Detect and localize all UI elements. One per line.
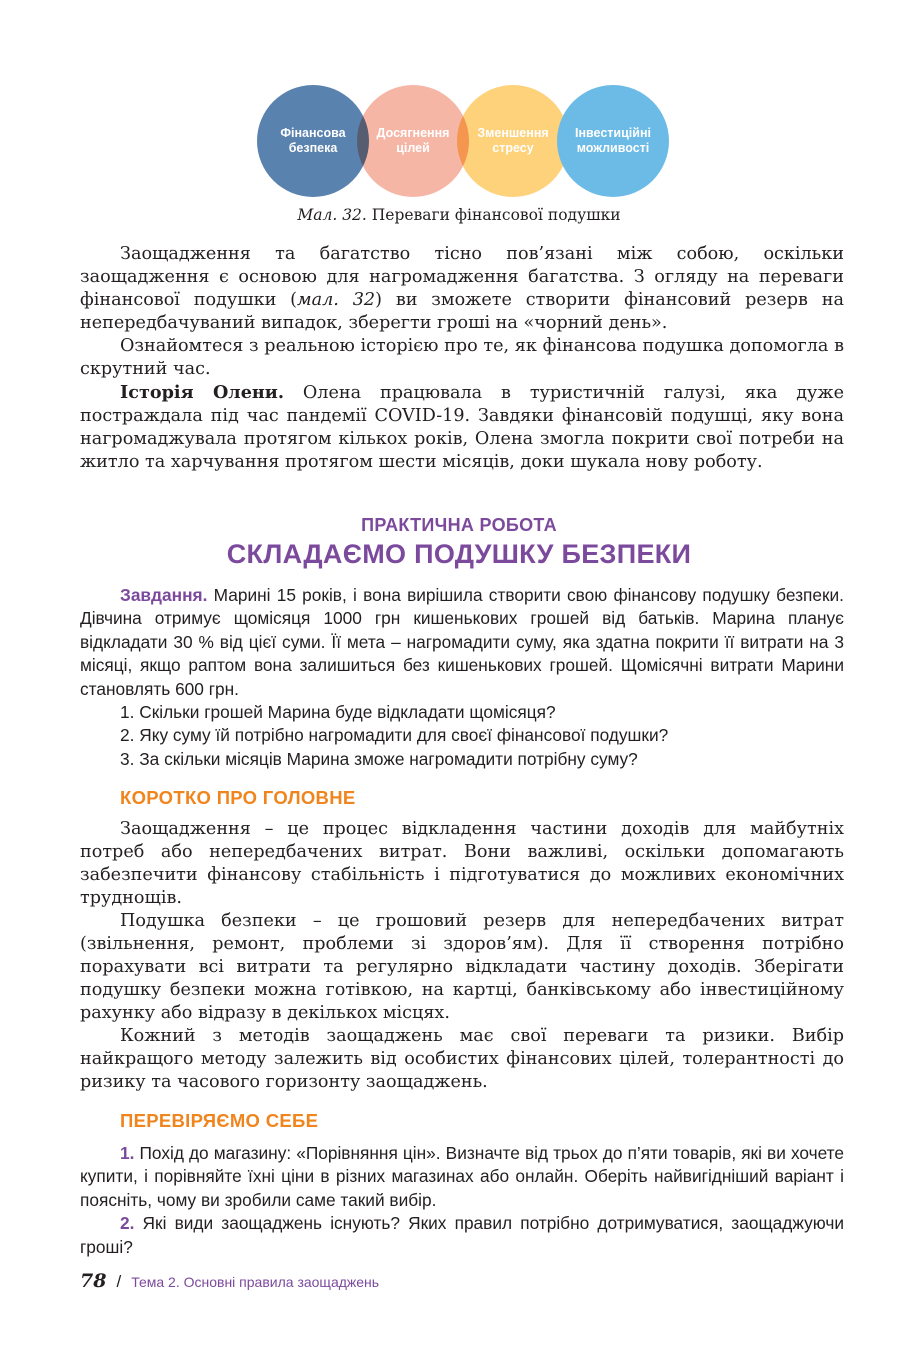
- check-question: [80, 1212, 844, 1259]
- footer-separator: /: [116, 1272, 122, 1291]
- task-paragraph: [80, 584, 844, 701]
- summary-paragraph: Кожний з методів заощаджень має свої переваги та ризики. Вибір найкращого методу залежить від особистих фінансових цілей, толерантності до ризику та часового горизонту заощаджень.: [80, 1026, 844, 1092]
- story-title: Історія Олени.: [120, 382, 284, 403]
- figure-caption-text: Переваги фінансової подушки: [366, 206, 621, 224]
- page-footer: [80, 1270, 379, 1292]
- task-question: 2. Яку суму їй потрібно нагромадити для своєї фінансової подушки?: [120, 725, 669, 746]
- intro-paragraph-2: [80, 335, 844, 381]
- question-text: Які види заощаджень існують? Яких правил потрібно дотримуватися, заощаджуючи гроші?: [80, 1213, 844, 1257]
- question-number: 2.: [120, 1213, 135, 1234]
- circle-investment-opportunities: [557, 85, 669, 197]
- benefits-diagram: [257, 85, 670, 197]
- intro-text: [80, 243, 844, 474]
- circle-achieving-goals: [357, 85, 469, 197]
- task-text: Марині 15 років, і вона вирішила створити свою фінансову подушку безпеки. Дівчина отримує щомісяця 1000 грн кишенькових грошей від батьків. Марина планує відкладати 30 % від цієї суми. Її мета – нагромадити суму, яка здатна покрити її витрати на 3 місяці, якщо раптом вона залишиться без кишенькових грошей. Щомісячні витрати Марини становлять 600 грн.: [80, 585, 844, 699]
- summary-paragraph: Подушка безпеки – це грошовий резерв для непередбачених витрат (звільнення, ремонт, проблеми зі здоров’ям). Для її створення потрібно порахувати всі витрати та регулярно відкладати частину доходів. Зберігати подушку безпеки можна готівкою, на картці, банківському або інвестиційному рахунку або відразу в декількох місцях.: [80, 911, 844, 1023]
- circle-label: Досягнення цілей: [376, 126, 450, 155]
- intro-paragraph-1: [80, 243, 844, 335]
- practical-work-kicker: ПРАКТИЧНА РОБОТА: [361, 515, 557, 535]
- task-question: 3. За скільки місяців Марина зможе нагромадити потрібну суму?: [120, 748, 638, 769]
- topic-title: Тема 2. Основні правила заощаджень: [131, 1274, 380, 1290]
- check-question: [80, 1142, 844, 1212]
- page-number: 78: [80, 1270, 107, 1292]
- circle-label: Інвестиційні можливості: [575, 126, 651, 155]
- summary-text: [80, 818, 844, 1094]
- intro-p2-text: Ознайомтеся з реальною історією про те, як фінансова подушка допомогла в скрутний час.: [80, 336, 844, 379]
- check-heading: ПЕРЕВІРЯЄМО СЕБЕ: [120, 1110, 319, 1131]
- figure-link: мал. 32: [297, 290, 376, 310]
- figure-caption: [0, 206, 918, 224]
- intro-p1-part-a: Заощадження та багатство тісно пов’язані між собою, оскільки заощадження є основою для нагромадження багатства. З огляду на переваги фінансової подушки (: [80, 244, 844, 310]
- question-number: 1.: [120, 1143, 135, 1163]
- summary-heading: КОРОТКО ПРО ГОЛОВНЕ: [120, 787, 356, 808]
- intro-p1-part-b: ) ви зможете створити фінансовий резерв на непередбачуваний випадок, зберегти гроші на «чорний день».: [80, 290, 844, 333]
- story-paragraph: [80, 381, 844, 474]
- circle-stress-reduction: [457, 85, 569, 197]
- story-text: Олена працювала в туристичній галузі, яка дуже постраждала під час пандемії COVID-19. Завдяки фінансовій подушці, яку вона нагромаджувала протягом кількох років, Олена змогла покрити свої потреби на житло та харчування протягом шести місяців, доки шукала нову роботу.: [80, 383, 844, 472]
- question-text: Похід до магазину: «Порівняння цін». Визначте від трьох до п’яти товарів, які ви хочете купити, і порівняйте їхні ціни в різних магазинах або онлайн. Оберіть найвигідніший варіант і поясніть, чому ви зробили саме такий вибір.: [80, 1143, 844, 1210]
- practical-work-title: СКЛАДАЄМО ПОДУШКУ БЕЗПЕКИ: [226, 539, 692, 569]
- task-question: 1. Скільки грошей Марина буде відкладати щомісяця?: [120, 702, 556, 723]
- check-questions: [80, 1142, 844, 1259]
- task-block: [80, 584, 844, 771]
- task-label: Завдання.: [120, 585, 208, 605]
- circle-label: Зменшення стресу: [477, 126, 549, 155]
- circle-label: Фінансова безпека: [280, 126, 346, 155]
- figure-ref: Мал. 32.: [297, 206, 367, 224]
- summary-paragraph: Заощадження – це процес відкладення частини доходів для майбутніх потреб або непередбачених витрат. Вони важливі, оскільки допомагають забезпечити фінансову стабільність і підготуватися до можливих економічних труднощів.: [80, 819, 844, 908]
- circle-financial-security: [257, 85, 369, 197]
